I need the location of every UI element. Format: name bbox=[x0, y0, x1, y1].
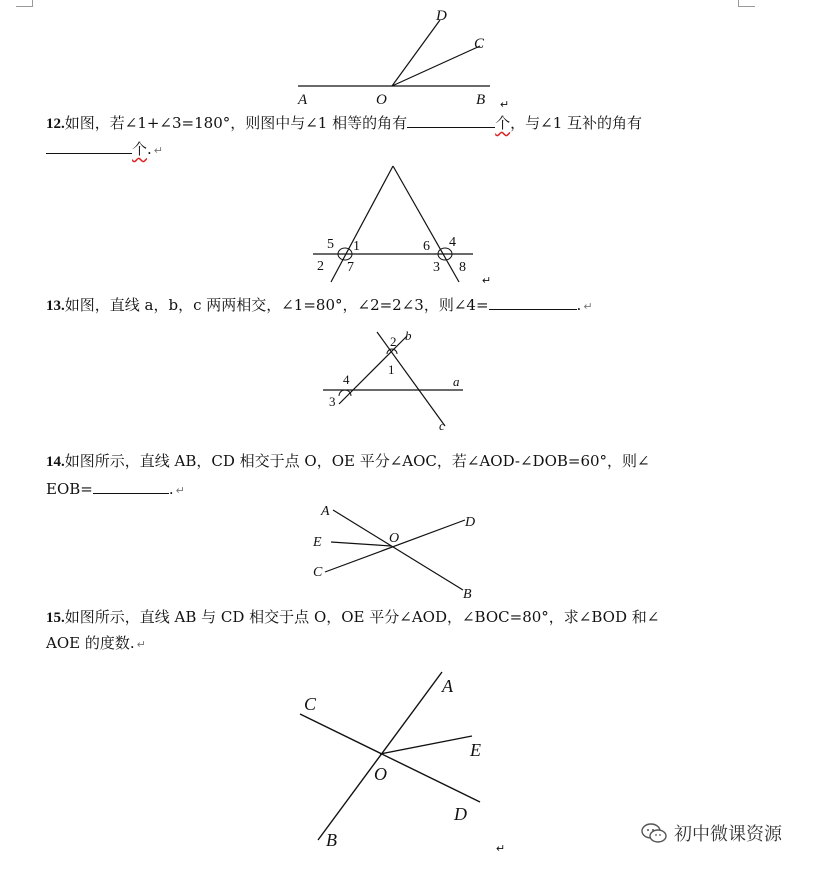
label-o: O bbox=[376, 92, 387, 108]
label-d: D bbox=[465, 515, 476, 530]
q14-blank[interactable] bbox=[93, 479, 169, 494]
angle-label-2: 2 bbox=[317, 259, 324, 274]
label-c: C bbox=[474, 36, 485, 52]
return-mark: ↵ bbox=[136, 638, 146, 651]
return-mark: ↵ bbox=[496, 843, 506, 855]
q14-figure bbox=[305, 500, 505, 604]
angle-label-3: 3 bbox=[329, 394, 336, 409]
line-cd bbox=[325, 520, 465, 572]
label-c: C bbox=[313, 565, 323, 580]
q14-line1 bbox=[46, 450, 650, 473]
angle-label-8: 8 bbox=[459, 260, 466, 275]
q15-line1 bbox=[46, 606, 659, 629]
page-corner-mark-right bbox=[738, 0, 755, 7]
angle-label-7: 7 bbox=[347, 260, 354, 275]
q14-end: . bbox=[168, 480, 174, 498]
q13-number: 13. bbox=[46, 298, 65, 314]
q12-unit-1: 个 bbox=[495, 114, 511, 132]
angle-label-6: 6 bbox=[423, 239, 430, 254]
q13-line bbox=[46, 294, 593, 318]
label-a: a bbox=[453, 374, 460, 389]
q12-text-c: ，与∠1 互补的角有 bbox=[510, 114, 643, 132]
label-b: B bbox=[463, 587, 472, 602]
angle-label-1: 1 bbox=[388, 362, 395, 377]
label-a: A bbox=[321, 504, 330, 519]
q14-text-b: EOB= bbox=[46, 480, 93, 498]
q15-text: 如图所示，直线 AB 与 CD 相交于点 O，OE 平分∠AOD，∠BOC=80°，求∠BOD 和∠ bbox=[64, 608, 660, 626]
label-e: E bbox=[470, 740, 481, 760]
return-mark: ↵ bbox=[482, 275, 492, 287]
line-c bbox=[377, 332, 445, 426]
label-d: D bbox=[454, 804, 467, 824]
label-c: C bbox=[304, 694, 317, 714]
line-ab bbox=[318, 672, 442, 840]
q12-end: . bbox=[147, 140, 152, 158]
line-b bbox=[339, 336, 407, 404]
label-o: O bbox=[389, 531, 400, 546]
angle-label-1: 1 bbox=[353, 239, 360, 254]
wechat-icon bbox=[640, 822, 668, 844]
label-c: c bbox=[439, 418, 445, 433]
line-ab bbox=[333, 510, 463, 590]
label-a: A bbox=[442, 676, 453, 696]
q15-figure bbox=[290, 660, 520, 860]
label-o: O bbox=[374, 764, 387, 784]
q15-line2 bbox=[46, 632, 146, 656]
q12-text-a: 如图，若∠1+∠3=180°，则图中与∠1 相等的角有 bbox=[64, 114, 408, 132]
label-b: b bbox=[405, 328, 412, 343]
q12-unit-2: 个 bbox=[132, 140, 148, 158]
q12-line2 bbox=[46, 138, 163, 162]
angle-label-5: 5 bbox=[327, 237, 334, 252]
label-e: E bbox=[313, 535, 322, 550]
q12-figure bbox=[305, 160, 505, 288]
watermark-text: 初中微课资源 bbox=[674, 824, 782, 845]
label-b: B bbox=[326, 830, 337, 850]
label-a: A bbox=[298, 92, 308, 108]
q14-line2 bbox=[46, 478, 185, 502]
return-mark: ↵ bbox=[500, 99, 510, 110]
return-mark: ↵ bbox=[175, 484, 185, 497]
label-d: D bbox=[436, 8, 447, 24]
watermark bbox=[640, 820, 782, 846]
q13-figure bbox=[315, 326, 485, 438]
angle-label-4: 4 bbox=[449, 235, 456, 250]
page-corner-mark-left bbox=[16, 0, 33, 7]
angle-label-2: 2 bbox=[390, 334, 397, 349]
q11-figure bbox=[290, 0, 520, 110]
q12-line1 bbox=[46, 112, 642, 135]
q13-end: . bbox=[576, 296, 582, 314]
line-cd bbox=[300, 714, 480, 802]
q14-text: 如图所示，直线 AB，CD 相交于点 O，OE 平分∠AOC，若∠AOD-∠DOB=60°，则∠ bbox=[64, 452, 650, 470]
q12-blank-2[interactable] bbox=[46, 139, 132, 154]
ray-oc bbox=[392, 46, 480, 86]
ray-oe bbox=[380, 736, 472, 754]
ray-od bbox=[392, 20, 440, 86]
q13-text-a: 如图，直线 a，b，c 两两相交，∠1=80°，∠2=2∠3，则∠4= bbox=[64, 296, 489, 314]
angle-label-3: 3 bbox=[433, 260, 440, 275]
q15-text-b: AOE 的度数. bbox=[46, 634, 135, 652]
q13-blank[interactable] bbox=[489, 295, 577, 310]
q14-number: 14. bbox=[46, 454, 65, 470]
angle-label-4: 4 bbox=[343, 372, 350, 387]
return-mark: ↵ bbox=[583, 300, 593, 313]
q12-number: 12. bbox=[46, 116, 65, 132]
label-b: B bbox=[476, 92, 486, 108]
q15-number: 15. bbox=[46, 610, 65, 626]
return-mark: ↵ bbox=[153, 144, 164, 157]
ray-oe bbox=[331, 542, 391, 546]
q12-blank-1[interactable] bbox=[407, 113, 495, 128]
